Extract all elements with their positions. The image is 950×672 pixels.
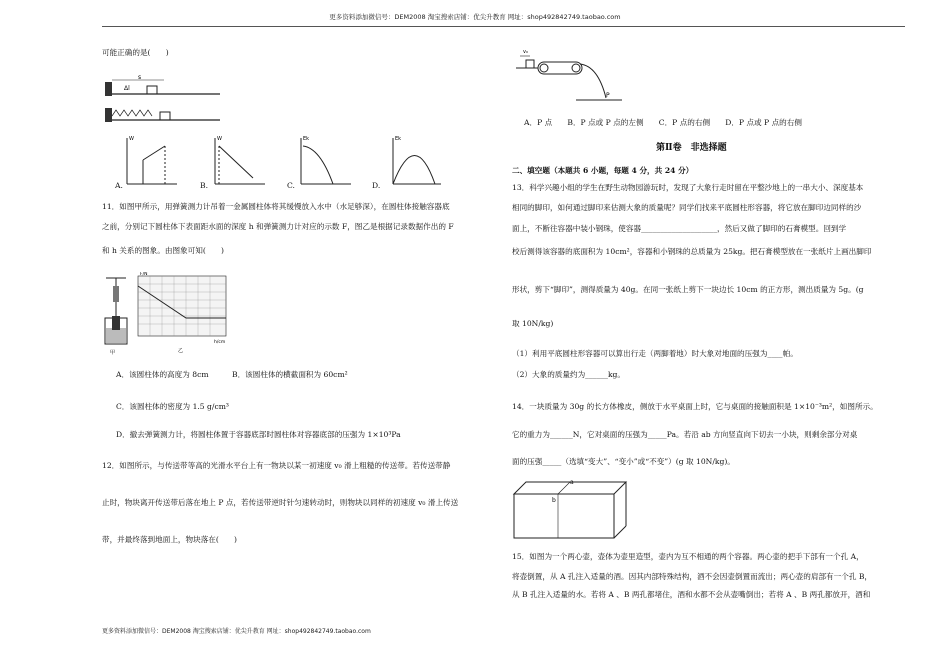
q14-line-3: 面的压强_____（选填“变大”、“变小”或“不变”）(g 取 10N/kg)。 xyxy=(512,457,735,466)
graph-b xyxy=(215,136,265,184)
q13-sub-1: （1）利用平底圆柱形容器可以算出行走（两脚着地）时大象对地面的压强为____帕。 xyxy=(512,349,798,358)
q12-conveyor-figure xyxy=(514,44,624,110)
q14-line-1: 14．一块质量为 30g 的长方体橡皮，侧放于水平桌面上时，它与桌面的接触面积是 1×10⁻³m²，如图所示。 xyxy=(512,402,878,411)
q14-line-2: 它的重力为______N，它对桌面的压强为_____Pa。若沿 ab 方向竖直向下切去一小块，则剩余部分对桌 xyxy=(512,430,858,439)
q10-graph-options xyxy=(115,132,385,192)
q11-line-3: 和 h 关系的图象。由图象可知( ) xyxy=(102,246,224,255)
graph-a xyxy=(127,136,177,184)
q11-line-1: 11．如图甲所示，用弹簧测力计吊着一金属圆柱体将其缓慢放入水中（水足够深），在圆柱体接触容器底 xyxy=(102,202,450,211)
q11-option-c: C．该圆柱体的密度为 1.5 g/cm³ xyxy=(116,402,229,411)
q11-option-d: D．撤去弹簧测力计，将圆柱体置于容器底部时圆柱体对容器底部的压强为 1×10³Pa xyxy=(116,430,401,439)
q15-line-1: 15．如图为一个两心壶，壶体为壶里造型，壶内为互不相通的两个容器。两心壶的把手下部有一个孔 A， xyxy=(512,552,864,561)
q13-line-3: 面上，不断往容器中装小钢珠，使容器____________________，然后又做了脚印的石膏模型。回到学 xyxy=(512,224,847,233)
q11-label-jia: 甲 xyxy=(110,350,116,356)
q14-label-a: a xyxy=(570,479,574,486)
q15-line-2: 将壶倒置，从 A 孔注入适量的酒。因其内部特殊结构，酒不会因壶倒置而流出；两心壶的肩部有一个孔 B， xyxy=(512,572,873,581)
q10-option-c: C. xyxy=(287,181,295,190)
q10-spring-figure xyxy=(102,72,222,124)
q14-label-b: b xyxy=(552,497,556,504)
q11-option-b: B．该圆柱体的横截面积为 60cm² xyxy=(232,370,348,379)
q12-line-2: 止时，物块离开传送带后落在地上 P 点，若传送带逆时针匀速转动时，则物块以同样的初速度 v₀ 滑上传送 xyxy=(102,498,459,507)
q10-option-b: B. xyxy=(200,181,208,190)
q15-line-3: 从 B 孔注入适量的水。若将 A 、B 两孔都堵住，酒和水都不会从壶嘴倒出；若将 A 、B 两孔都放开，酒和 xyxy=(512,590,871,599)
q13-line-2: 相同的脚印，如何通过脚印来估测大象的质量呢？同学们找来平底圆柱形容器，将它放在脚印边同样的沙 xyxy=(512,203,862,212)
q10-label-s: s xyxy=(138,74,142,81)
q12-options: A．P 点 B．P 点或 P 点的左侧 C．P 点的右侧 D．P 点或 P 点的右侧 xyxy=(524,118,802,127)
q11-figure-jia xyxy=(105,278,127,356)
page-footer: 更多资料添加微信号：DEM2008 淘宝搜索店铺：优尖升教育 网址：shop492842749.taobao.com xyxy=(102,628,371,635)
q11-axis-f: F/N xyxy=(140,272,148,277)
section-title: 第Ⅱ卷 非选择题 xyxy=(656,143,727,153)
header-rule xyxy=(102,26,905,27)
q13-line-4: 校后测得该容器的底面积为 10cm²，容器和小钢珠的总质量为 25kg。把石膏模型放在一张纸片上画出脚印 xyxy=(512,247,872,256)
q11-axis-h: h/cm xyxy=(214,340,226,345)
q10-label-dl-top: Δl xyxy=(124,85,130,92)
graph-d-axis-ek: Ek xyxy=(395,136,402,142)
q14-eraser-figure xyxy=(510,478,630,540)
q10-graph-d xyxy=(385,132,445,192)
graph-c-axis-ek: Ek xyxy=(303,136,310,142)
section-subtitle: 二、填空题（本题共 6 小题，每题 4 分，共 24 分） xyxy=(512,166,694,175)
graph-a-axis-w: W xyxy=(129,136,134,142)
q13-sub-2: （2）大象的质量约为______kg。 xyxy=(512,370,626,379)
q12-line-3: 带，并最终落到地面上，物块落在( ) xyxy=(102,535,238,544)
q13-line-5: 形状，剪下“脚印”，测得质量为 40g。在同一张纸上剪下一块边长 10cm 的正方形，测出质量为 5g。(g xyxy=(512,285,864,294)
q12-label-p: P xyxy=(606,92,610,99)
q12-label-v0: v₀ xyxy=(523,49,528,55)
q12-line-1: 12．如图所示，与传送带等高的光滑水平台上有一物块以某一初速度 v₀ 滑上粗糙的传送带。若传送带静 xyxy=(102,461,451,470)
q11-line-2: 之前，分别记下圆柱体下表面距水面的深度 h 和弹簧测力计对应的示数 F，图乙是根据记录数据作出的 F xyxy=(102,222,454,231)
q10-option-a: A. xyxy=(115,181,123,190)
graph-b-axis-w: W xyxy=(217,136,222,142)
q10-tail: 可能正确的是( ) xyxy=(102,48,169,57)
graph-c xyxy=(301,136,351,184)
q11-figure xyxy=(102,272,232,356)
q11-label-yi: 乙 xyxy=(178,348,184,354)
q11-figure-yi xyxy=(138,272,226,354)
q13-line-1: 13．科学兴趣小组的学生在野生动物园游玩时，发现了大象行走时留在平整沙地上的一串大小、深度基本 xyxy=(512,183,864,192)
q13-line-6: 取 10N/kg) xyxy=(512,319,554,328)
q10-option-d: D. xyxy=(372,181,381,190)
q11-option-a: A．该圆柱体的高度为 8cm xyxy=(116,370,209,379)
page-header: 更多资料添加微信号：DEM2008 淘宝搜索店铺：优尖升教育 网址：shop492842749.taobao.com xyxy=(329,13,621,21)
